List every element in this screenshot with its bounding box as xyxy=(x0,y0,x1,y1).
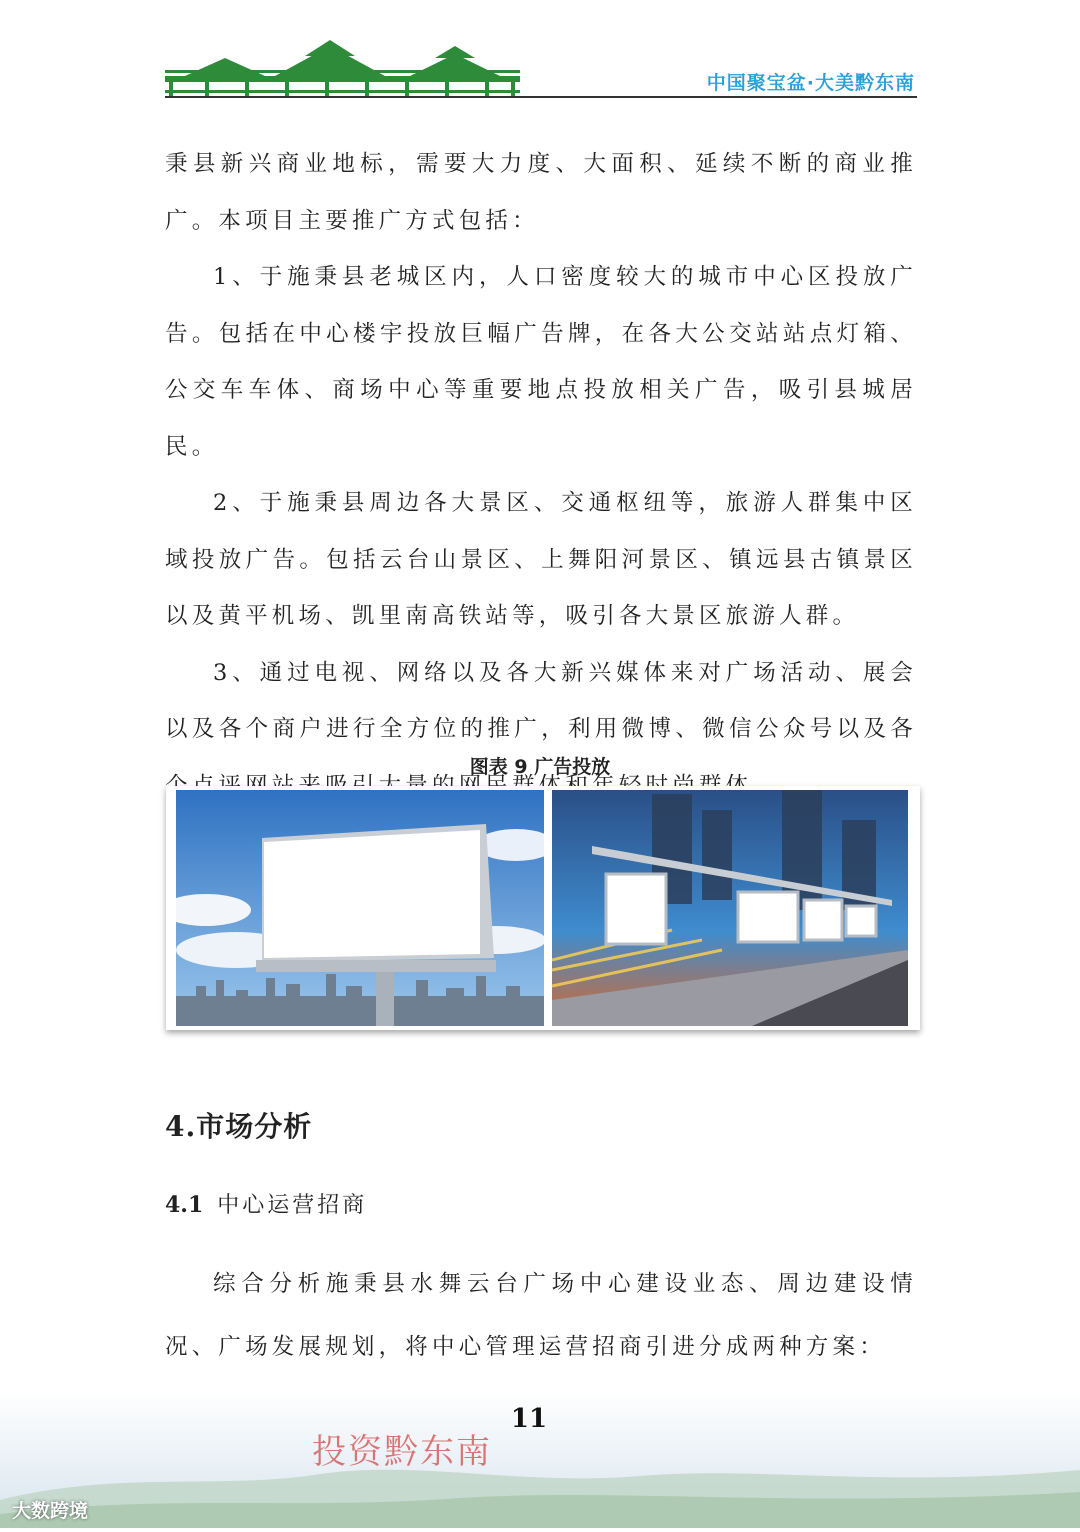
section-heading: 4.市场分析 xyxy=(165,1110,313,1143)
section-body xyxy=(165,1253,917,1379)
header-divider xyxy=(165,96,917,98)
billboard-photo xyxy=(176,790,544,1026)
page-header xyxy=(0,0,1080,110)
subsection-heading xyxy=(165,1188,367,1219)
bus-shelter-photo xyxy=(552,790,908,1026)
figure-photos xyxy=(166,786,920,1030)
page-number: 11 xyxy=(510,1404,548,1434)
body-text xyxy=(165,136,917,814)
paragraph-intro: 秉县新兴商业地标，需要大力度、大面积、延续不断的商业推广。本项目主要推广方式包括： xyxy=(165,151,917,234)
figure-caption: 图表 9 广告投放 xyxy=(469,756,611,778)
header-slogan: 中国聚宝盆·大美黔东南 xyxy=(706,72,915,94)
pavilion-logo-icon xyxy=(165,36,520,98)
subsection-title: 中心运营招商 xyxy=(217,1193,368,1218)
section-paragraph: 综合分析施秉县水舞云台广场中心建设业态、周边建设情况、广场发展规划，将中心管理运营招商引进分成两种方案： xyxy=(165,1271,917,1360)
paragraph-item-2: 2、于施秉县周边各大景区、交通枢纽等，旅游人群集中区域投放广告。包括云台山景区、上舞阳河景区、镇远县古镇景区以及黄平机场、凯里南高铁站等，吸引各大景区旅游人群。 xyxy=(165,490,917,629)
paragraph-item-3: 3、通过电视、网络以及各大新兴媒体来对广场活动、展会以及各个商户进行全方位的推广，利用微博、微信公众号以及各 xyxy=(165,659,917,742)
footer-logo: 投资黔东南 xyxy=(312,1432,492,1472)
paragraph-item-1: 1、于施秉县老城区内，人口密度较大的城市中心区投放广告。包括在中心楼宇投放巨幅广告牌，在各大公交站站点灯箱、公交车车体、商场中心等重要地点投放相关广告，吸引县城居民。 xyxy=(165,264,917,460)
subsection-number: 4.1 xyxy=(165,1192,204,1218)
watermark: 大数跨境 xyxy=(12,1500,89,1522)
